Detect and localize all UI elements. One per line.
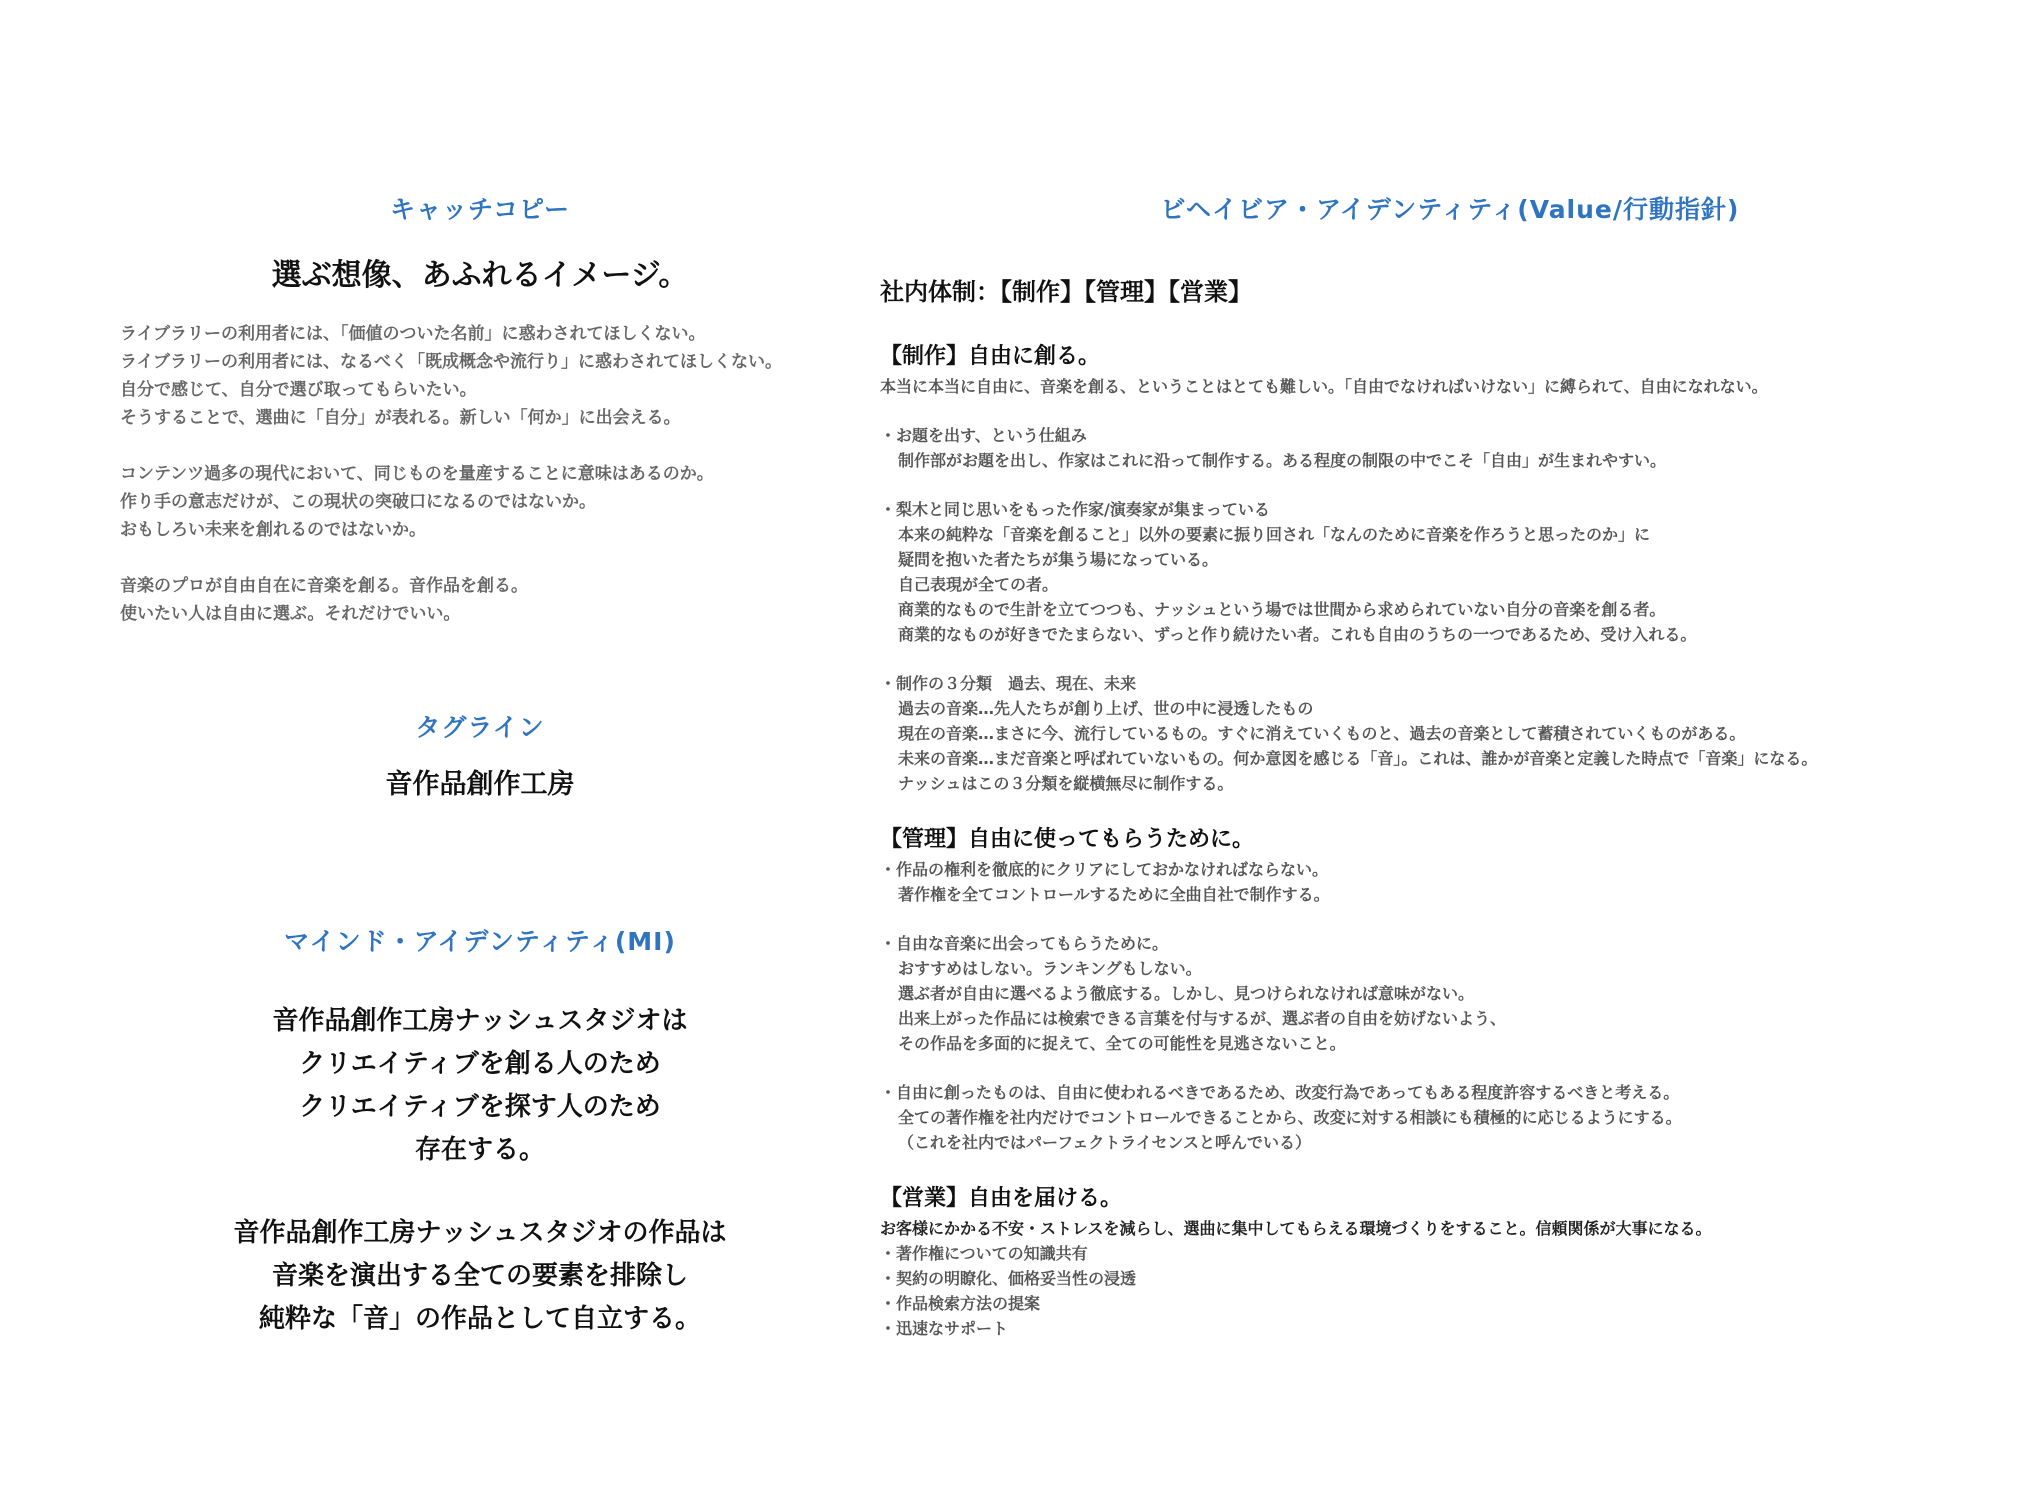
kanri-item-detail: 著作権を全てコントロールするために全曲自社で制作する。 — [898, 885, 1330, 904]
mi-line: 音作品創作工房ナッシュスタジオは — [272, 1006, 688, 1036]
catchcopy-body — [120, 320, 840, 628]
eigyo-item: ・作品検索方法の提案 — [880, 1294, 1041, 1313]
seisaku-item: ・制作の３分類 過去、現在、未来 — [880, 674, 1137, 693]
kanri-item-detail: 選ぶ者が自由に選べるよう徹底する。しかし、見つけられなければ意味がない。 — [898, 984, 1475, 1003]
catchcopy-line: 自分で感じて、自分で選び取ってもらいたい。 — [120, 380, 477, 400]
seisaku-item-detail: 現在の音楽…まさに今、流行しているもの。すぐに消えていくものと、過去の音楽として蓄積されていくものがある。 — [898, 724, 1746, 743]
seisaku-intro: 本当に本当に自由に、音楽を創る、ということはとても難しい。「自由でなければいけない」に縛られて、自由になれない。 — [880, 377, 1768, 396]
mi-line: 音楽を演出する全ての要素を排除し — [271, 1261, 688, 1291]
catchcopy-line: 作り手の意志だけが、この現状の突破口になるのではないか。 — [120, 492, 596, 512]
catchcopy-line: そうすることで、選曲に「自分」が表れる。新しい「何か」に出会える。 — [120, 408, 681, 428]
seisaku-item-detail: 未来の音楽…まだ音楽と呼ばれていないもの。何か意図を感じる「音」。これは、誰かが音楽と定義した時点で「音楽」になる。 — [898, 749, 1818, 768]
kanri-item-detail: （これを社内ではパーフェクトライセンスと呼んでいる） — [898, 1133, 1311, 1152]
eigyo-intro: お客様にかかる不安・ストレスを減らし、選曲に集中してもらえる環境づくりをすること。信頼関係が大事になる。 — [880, 1219, 1712, 1238]
seisaku-item-detail: ナッシュはこの３分類を縦横無尽に制作する。 — [898, 774, 1234, 793]
mi-line: クリエイティブを創る人のため — [299, 1049, 661, 1079]
seisaku-item-detail: 制作部がお題を出し、作家はこれに沿って制作する。ある程度の制限の中でこそ「自由」が生まれやすい。 — [898, 451, 1667, 470]
seisaku-heading: 【制作】自由に創る。 — [880, 344, 1101, 369]
mi-line: 音作品創作工房ナッシュスタジオの作品は — [233, 1218, 727, 1248]
tagline-text: 音作品創作工房 — [385, 769, 575, 800]
org-structure: 社内体制：【制作】【管理】【営業】 — [880, 278, 1252, 306]
catchcopy-line: 音楽のプロが自由自在に音楽を創る。音作品を創る。 — [120, 576, 528, 596]
tagline-title: タグライン — [415, 713, 545, 742]
eigyo-item: ・迅速なサポート — [880, 1319, 1009, 1338]
catchcopy-headline: 選ぶ想像、あふれるイメージ。 — [271, 258, 689, 293]
bi-section — [880, 190, 1980, 1341]
seisaku-item-detail: 商業的なもので生計を立てつつも、ナッシュという場では世間から求められていない自分の音楽を創る者。 — [898, 600, 1666, 619]
seisaku-item-detail: 商業的なものが好きでたまらない、ずっと作り続けたい者。これも自由のうちの一つであるため、受け入れる。 — [898, 625, 1697, 644]
bi-title: ビヘイビア・アイデンティティ(Value/行動指針) — [1160, 195, 1740, 224]
kanri-item: ・自由に創ったものは、自由に使われるべきであるため、改変行為であってもある程度許容するべきと考える。 — [880, 1083, 1680, 1102]
mi-title: マインド・アイデンティティ(MI) — [284, 927, 676, 956]
catchcopy-section — [120, 190, 840, 628]
catchcopy-title: キャッチコピー — [389, 195, 570, 224]
mi-section — [120, 922, 840, 1341]
kanri-item-detail: おすすめはしない。ランキングもしない。 — [898, 959, 1202, 978]
catchcopy-line: おもしろい未来を創れるのではないか。 — [120, 520, 426, 540]
catchcopy-line: ライブラリーの利用者には、なるべく「既成概念や流行り」に惑わされてほしくない。 — [120, 352, 782, 372]
mi-statement — [120, 1000, 840, 1341]
kanri-item-detail: 全ての著作権を社内だけでコントロールできることから、改変に対する相談にも積極的に応じるようにする。 — [898, 1108, 1682, 1127]
eigyo-item: ・契約の明瞭化、価格妥当性の浸透 — [880, 1269, 1137, 1288]
mi-line: 純粋な「音」の作品として自立する。 — [258, 1304, 701, 1334]
seisaku-item-detail: 本来の純粋な「音楽を創ること」以外の要素に振り回され「なんのために音楽を作ろうと思ったのか」に — [898, 525, 1651, 544]
kanri-item: ・作品の権利を徹底的にクリアにしておかなければならない。 — [880, 860, 1329, 879]
seisaku-item-detail: 疑問を抱いた者たちが集う場になっている。 — [898, 550, 1219, 569]
tagline-section — [120, 708, 840, 801]
kanri-item-detail: 出来上がった作品には検索できる言葉を付与するが、選ぶ者の自由を妨げないよう、 — [898, 1009, 1507, 1028]
seisaku-item: ・梨木と同じ思いをもった作家/演奏家が集まっている — [880, 500, 1270, 519]
seisaku-item-detail: 自己表現が全ての者。 — [898, 575, 1059, 594]
eigyo-item: ・著作権についての知識共有 — [880, 1244, 1088, 1263]
kanri-heading: 【管理】自由に使ってもらうために。 — [880, 827, 1255, 852]
seisaku-item: ・お題を出す、という仕組み — [880, 426, 1087, 445]
eigyo-heading: 【営業】自由を届ける。 — [880, 1186, 1123, 1211]
catchcopy-line: 使いたい人は自由に選ぶ。それだけでいい。 — [120, 604, 461, 624]
mi-line: クリエイティブを探す人のため — [299, 1092, 661, 1122]
seisaku-item-detail: 過去の音楽…先人たちが創り上げ、世の中に浸透したもの — [898, 699, 1314, 718]
mi-line: 存在する。 — [414, 1135, 545, 1165]
catchcopy-line: ライブラリーの利用者には、「価値のついた名前」に惑わされてほしくない。 — [120, 324, 706, 344]
kanri-item: ・自由な音楽に出会ってもらうために。 — [880, 934, 1169, 953]
kanri-item-detail: その作品を多面的に捉えて、全ての可能性を見逃さないこと。 — [898, 1034, 1346, 1053]
catchcopy-line: コンテンツ過多の現代において、同じものを量産することに意味はあるのか。 — [120, 464, 714, 484]
